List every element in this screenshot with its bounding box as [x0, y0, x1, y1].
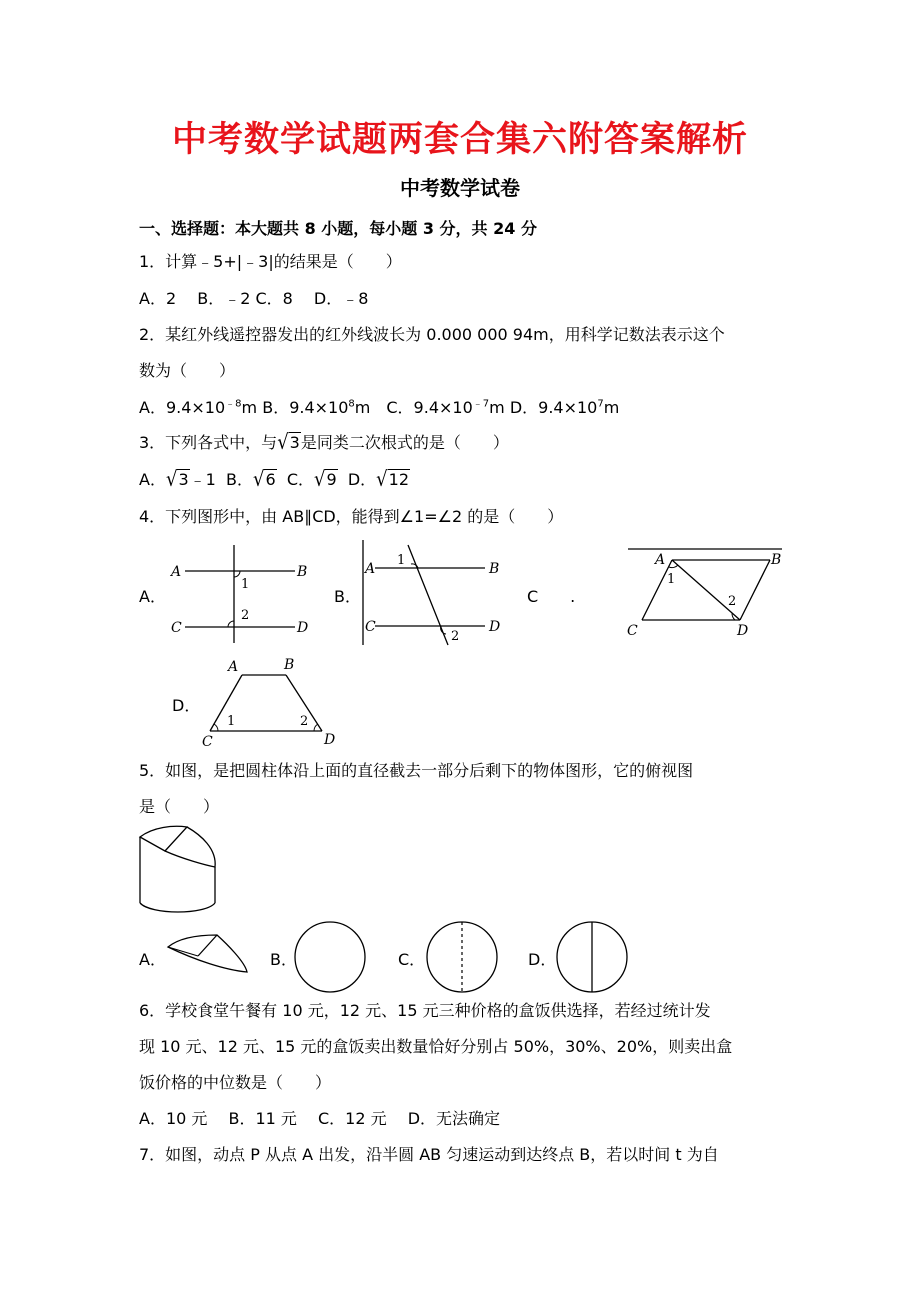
figure-c [625, 546, 785, 638]
q3-stem-pre: 3．下列各式中，与 [139, 433, 278, 452]
point-d-label: D [737, 623, 749, 638]
q4-label-a: A． [139, 587, 166, 606]
q3-a-label: A． [139, 470, 166, 489]
q5-label-c: C． [398, 950, 426, 969]
q5-label-b: B． [270, 950, 297, 969]
q2-exp-b: 8 [348, 398, 355, 410]
question-7-stem-line1: 7．如图，动点 P 从点 A 出发，沿半圆 AB 匀速运动到达终点 B，若以时间 t 为自 [139, 1145, 719, 1164]
q2-exp-a: ﹣8 [225, 398, 242, 410]
point-a-label: A [228, 659, 239, 675]
point-d-label: D [324, 732, 336, 748]
q4-label-b: B． [334, 587, 361, 606]
document-title: 中考数学试题两套合集六附答案解析 [171, 120, 748, 160]
question-3-options [139, 467, 410, 492]
q3-d-label: D． [347, 470, 377, 489]
point-b-label: B [284, 657, 295, 673]
q2-unit: m [603, 398, 620, 417]
cut-cylinder-figure [135, 823, 225, 915]
sqrt-sign: √3 [277, 430, 300, 455]
q3-radicand: 3 [289, 433, 300, 452]
q2-option-b: m B．9.4×10 [241, 398, 349, 417]
section-heading: 一、选择题：本大题共 8 小题，每小题 3 分，共 24 分 [139, 219, 537, 238]
question-5-stem-line1: 5．如图，是把圆柱体沿上面的直径截去一部分后剩下的物体图形，它的俯视图 [139, 761, 694, 780]
q5-label-d: D． [528, 950, 557, 969]
q5-label-a: A． [139, 950, 166, 969]
q3-a-radicand: 3 [178, 470, 189, 489]
question-6-stem-line1: 6．学校食堂午餐有 10 元，12 元、15 元三种价格的盒饭供选择，若经过统计发 [139, 1001, 711, 1020]
figure-a [165, 545, 315, 645]
q3-c-label: C． [286, 470, 314, 489]
q3-stem-post: 是同类二次根式的是（ ） [300, 433, 509, 452]
question-2-stem-line2: 数为（ ） [139, 361, 236, 380]
question-1-options: A．2 B．﹣2 C．8 D．﹣8 [139, 289, 369, 308]
question-2-stem-line1: 2．某红外线遥控器发出的红外线波长为 0.000 000 94m，用科学记数法表示这个 [139, 325, 725, 344]
figure-d [196, 655, 341, 750]
angle-2-label: 2 [241, 608, 250, 623]
question-6-stem-line3: 饭价格的中位数是（ ） [139, 1073, 332, 1092]
q5-option-b-figure [293, 920, 367, 994]
q2-option-a: A．9.4×10 [139, 398, 226, 417]
figure-b [355, 540, 510, 650]
q2-exp-d: 7 [597, 398, 604, 410]
q5-option-a-figure [165, 930, 250, 978]
sqrt-sign: √6 [252, 467, 276, 492]
sqrt-sign: √12 [376, 467, 410, 492]
angle-2-label: 2 [300, 714, 309, 729]
point-c-label: C [627, 623, 638, 638]
q2-exp-c: ﹣7 [472, 398, 490, 410]
q5-option-d-figure [555, 920, 629, 994]
point-c-label: C [202, 734, 213, 750]
angle-1-label: 1 [227, 714, 236, 729]
point-b-label: B [297, 564, 308, 580]
point-c-label: C [365, 619, 376, 635]
q3-b-label: B． [225, 470, 253, 489]
point-c-label: C [171, 620, 182, 636]
q3-b-radicand: 6 [265, 470, 276, 489]
q3-d-radicand: 12 [388, 470, 410, 489]
angle-2-label: 2 [451, 629, 460, 644]
paper-subtitle: 中考数学试卷 [400, 176, 520, 200]
angle-1-label: 1 [397, 553, 406, 568]
angle-1-label: 1 [241, 577, 250, 592]
q2-option-c: m C．9.4×10 [354, 398, 473, 417]
question-4-stem: 4．下列图形中，由 AB∥CD，能得到∠1=∠2 的是（ ） [139, 507, 564, 526]
q4-label-d: D． [172, 696, 201, 715]
q2-option-d: m D．9.4×10 [489, 398, 598, 417]
question-6-options: A．10 元 B．11 元 C．12 元 D．无法确定 [139, 1109, 501, 1128]
angle-1-label: 1 [667, 572, 676, 587]
angle-2-label: 2 [728, 594, 737, 609]
q3-c-radicand: 9 [326, 470, 337, 489]
question-5-stem-line2: 是（ ） [139, 797, 220, 816]
sqrt-sign: √9 [314, 467, 337, 492]
question-6-stem-line2: 现 10 元、12 元、15 元的盒饭卖出数量恰好分别占 50%，30%、20%，则卖出盒 [139, 1037, 733, 1056]
point-b-label: B [489, 561, 500, 577]
point-a-label: A [365, 561, 376, 577]
q4-label-c: C . [527, 587, 576, 606]
question-2-options [139, 398, 619, 418]
question-1-stem: 1．计算﹣5+|﹣3|的结果是（ ） [139, 252, 402, 271]
point-a-label: A [171, 564, 182, 580]
q5-option-c-figure [425, 920, 499, 994]
point-a-label: A [655, 552, 666, 568]
point-d-label: D [297, 620, 309, 636]
q3-a-tail: ﹣1 [189, 470, 216, 489]
sqrt-sign: √3 [165, 467, 189, 492]
question-3-stem [139, 430, 509, 455]
point-b-label: B [771, 552, 782, 568]
point-d-label: D [489, 619, 501, 635]
